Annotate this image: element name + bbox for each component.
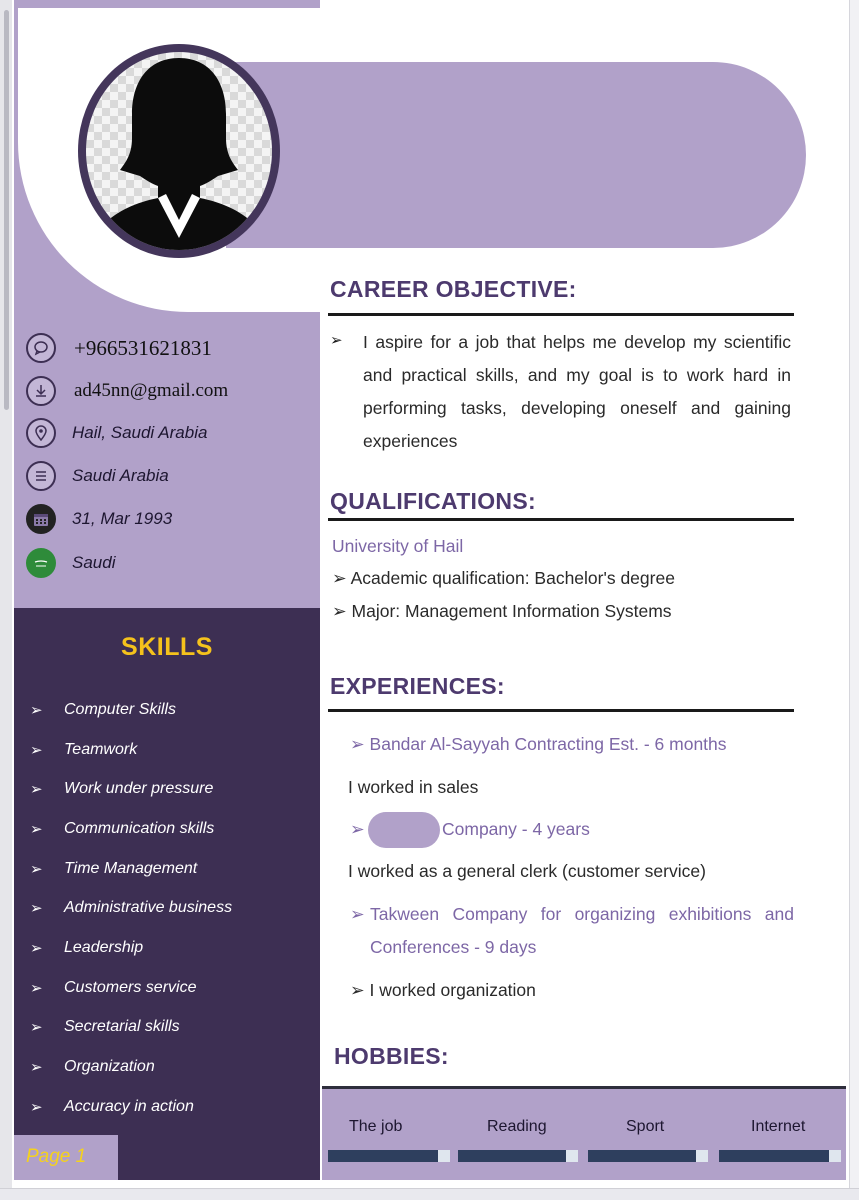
contact-birthdate [26, 504, 172, 534]
skill-item: ➢ Secretarial skills [30, 1018, 180, 1037]
contact-location [26, 418, 207, 448]
bullet-arrow-icon: ➢ [30, 979, 43, 997]
bullet-arrow-icon: ➢ [30, 860, 43, 878]
skill-item: ➢ Time Management [30, 859, 198, 878]
bullet-arrow-icon: ➢ [30, 820, 43, 838]
contact-phone [26, 333, 212, 363]
viewer-right-edge [849, 0, 859, 1200]
hobby-label: Reading [487, 1118, 547, 1135]
menu-lines-icon [26, 461, 56, 491]
bullet-arrow-icon: ➢ [350, 819, 365, 839]
qualification-item: ➢ Academic qualification: Bachelor's degree [332, 568, 675, 588]
redacted-company-name [368, 812, 440, 848]
phone-icon [26, 333, 56, 363]
experience-entry-1-title: ➢ Bandar Al-Sayyah Contracting Est. - 6 months [350, 734, 727, 754]
skill-item: ➢ Organization [30, 1058, 155, 1077]
hobby-level-bar [328, 1150, 450, 1162]
download-icon [26, 376, 56, 406]
skill-item: ➢ Administrative business [30, 899, 233, 918]
contact-nationality [26, 548, 115, 578]
location-pin-icon [26, 418, 56, 448]
hobby-label: Sport [626, 1118, 665, 1135]
skill-item: ➢ Teamwork [30, 740, 138, 759]
skill-item: ➢ Computer Skills [30, 700, 177, 719]
bullet-arrow-icon: ➢ [332, 601, 347, 621]
university-name: University of Hail [332, 536, 464, 556]
career-objective-heading: CAREER OBJECTIVE: [330, 276, 577, 302]
bullet-arrow-icon: ➢ [350, 734, 365, 754]
skill-item: ➢ Leadership [30, 938, 144, 957]
bullet-arrow-icon: ➢ [30, 1059, 43, 1077]
experience-entry-2-title: Company - 4 years [442, 819, 590, 839]
female-silhouette-icon [86, 52, 272, 250]
hobby-level-bar [458, 1150, 578, 1162]
experience-entry-3-desc: ➢ I worked organization [350, 980, 536, 1000]
skills-heading: SKILLS [121, 633, 213, 661]
saudi-flag-icon [26, 548, 56, 578]
bullet-arrow-icon: ➢ [30, 781, 43, 799]
location-text: Hail, Saudi Arabia [72, 423, 208, 442]
bullet-arrow-icon: ➢ [30, 1098, 43, 1116]
calendar-icon [26, 504, 56, 534]
skill-item: ➢ Work under pressure [30, 780, 214, 799]
hobby-level-bar [719, 1150, 841, 1162]
bullet-arrow-icon: ➢ [332, 568, 347, 588]
section-divider [328, 518, 794, 521]
profile-avatar [78, 44, 280, 258]
page-number-badge: Page 1 [14, 1135, 118, 1180]
bullet-arrow-icon: ➢ [30, 900, 43, 918]
experience-entry-3-title: Takween Company for organizing exhibitions and Conferences - 9 days [370, 904, 794, 957]
bullet-arrow-icon: ➢ [330, 332, 343, 349]
bullet-arrow-icon: ➢ [350, 904, 365, 924]
section-divider [328, 709, 794, 712]
experience-entry-2-desc: I worked as a general clerk (customer service) [348, 861, 706, 881]
scrollbar-thumb[interactable] [4, 10, 9, 410]
bullet-arrow-icon: ➢ [350, 980, 365, 1000]
bullet-arrow-icon: ➢ [30, 741, 43, 759]
viewer-bottom-edge [0, 1188, 859, 1200]
sidebar-top-strip [14, 0, 320, 6]
qualification-item: ➢ Major: Management Information Systems [332, 601, 672, 621]
hobby-level-bar [588, 1150, 708, 1162]
hobbies-heading: HOBBIES: [334, 1043, 449, 1069]
hobby-label: The job [349, 1118, 403, 1135]
skill-item: ➢ Communication skills [30, 819, 215, 838]
section-divider [328, 313, 794, 316]
phone-number: +966531621831 [74, 335, 212, 360]
career-objective-text: I aspire for a job that helps me develop my scientific and practical skills, and my goal is to work hard in performing tasks, developing oneself and gaining experiences [363, 332, 791, 451]
contact-email [26, 376, 228, 406]
experience-entry-1-desc: I worked in sales [348, 777, 479, 797]
bullet-arrow-icon: ➢ [30, 1019, 43, 1037]
skills-list [30, 690, 320, 1127]
experiences-heading: EXPERIENCES: [330, 673, 505, 699]
country-text: Saudi Arabia [72, 466, 169, 485]
contact-country [26, 461, 169, 491]
qualifications-heading: QUALIFICATIONS: [330, 488, 536, 514]
bullet-arrow-icon: ➢ [30, 701, 43, 719]
header-name-banner [226, 62, 806, 248]
hobby-label: Internet [751, 1118, 806, 1135]
skill-item: ➢ Customers service [30, 978, 197, 997]
email-address: ad45nn@gmail.com [74, 380, 229, 401]
birthdate-text: 31, Mar 1993 [72, 509, 173, 528]
bullet-arrow-icon: ➢ [30, 939, 43, 957]
skill-item: ➢ Accuracy in action [30, 1097, 194, 1116]
nationality-text: Saudi [72, 553, 116, 572]
